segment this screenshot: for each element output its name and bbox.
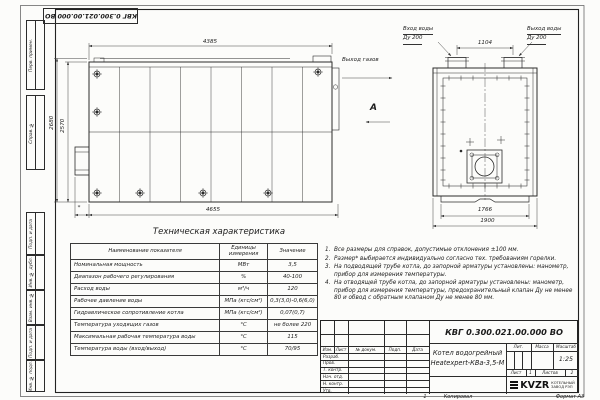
value-cell: 0,3(3,0)-0,6(6,0): [267, 296, 317, 308]
table-row: [71, 296, 318, 308]
logo-mark-icon: [510, 381, 518, 389]
margin-stamp-label: Подп. и дата: [27, 326, 36, 359]
margin-stamp-inv-podl: [26, 360, 45, 392]
doc-number-top-box: [43, 8, 138, 24]
note-item: [323, 256, 577, 264]
dim-width-inner: 1766: [477, 206, 493, 213]
dim-bottom-length: 4655: [205, 206, 221, 213]
note-text: На подводящей трубе котла, до запорной арматуры установлены: манометр, прибор для измерения температуры.: [334, 264, 569, 278]
tb-role-razrab: Разраб.: [323, 353, 340, 359]
title-block: [320, 320, 578, 393]
note-item: [323, 264, 577, 279]
value-cell: 120: [267, 284, 317, 296]
tb-role-utv: Утв.: [323, 387, 332, 393]
doc-number: КВГ 0.300.021.00.000 ВО: [445, 327, 563, 337]
tb-header-ndokum: № докум.: [355, 346, 377, 352]
param-cell: Гидравлическое сопротивление котла: [71, 308, 220, 320]
water-inlet-label: [403, 26, 433, 45]
tech-table-title: Техническая характеристика: [152, 227, 286, 237]
table-row: [71, 308, 318, 320]
dim-nozzle-spacing: 1104: [477, 40, 493, 46]
side-view: [75, 56, 339, 202]
units-cell: %: [220, 272, 268, 284]
product-name-line2: Heatexpert-КВа-3,5-М: [430, 359, 505, 367]
note-number: 2.: [325, 255, 331, 262]
tb-header-list: Лист: [335, 346, 347, 352]
margin-stamp-label: Инв. № дубл.: [27, 256, 36, 289]
value-cell: 3,5: [267, 260, 317, 272]
sheets-value: 2: [570, 369, 574, 375]
param-cell: Диапазон рабочего регулирования: [71, 272, 220, 284]
units-cell: °С: [220, 344, 268, 356]
col-value: Значение: [267, 244, 317, 260]
note-item: [323, 280, 577, 303]
note-number: 4.: [325, 280, 331, 287]
tb-header-izm: Изм.: [322, 346, 333, 352]
param-cell: Расход воды: [71, 284, 220, 296]
param-cell: Максимальная рабочая температура воды: [71, 332, 220, 344]
view-a-label: А: [370, 103, 377, 113]
table-row: [71, 344, 318, 356]
sheet-value: 1: [529, 369, 532, 375]
end-view: [433, 58, 537, 203]
sheet-label: Лист: [510, 369, 522, 375]
value-cell: 40-100: [267, 272, 317, 284]
tb-role-prov: Пров.: [323, 360, 336, 366]
margin-stamp-podp-data-1: [26, 212, 45, 255]
margin-stamp-label: Перв. примен.: [27, 21, 36, 89]
note-item: [323, 247, 577, 255]
value-cell: не более 220: [267, 320, 317, 332]
value-cell: 70/95: [267, 344, 317, 356]
side-view-dimensions: [54, 43, 392, 218]
units-cell: МПа (кгс/см²): [220, 308, 268, 320]
water-outlet-label: [527, 26, 561, 45]
tb-role-nachotd: Нач. отд.: [323, 373, 344, 379]
water-inlet-line2: Ду 200: [403, 35, 422, 44]
tb-role-nkontr: Н. контр.: [323, 380, 344, 386]
margin-stamp-podp-data-2: [26, 325, 45, 360]
units-cell: °С: [220, 320, 268, 332]
table-row: [71, 320, 318, 332]
param-cell: Температура уходящих газов: [71, 320, 220, 332]
value-cell: 115: [267, 332, 317, 344]
dim-star: *: [77, 205, 81, 211]
units-cell: м³/ч: [220, 284, 268, 296]
dim-width-outer: 1900: [480, 217, 495, 224]
note-text: Все размеры для справок, допустимые отклонения ±100 мм.: [334, 247, 519, 253]
param-cell: Температура воды (вход/выход): [71, 344, 220, 356]
doc-number-top: КВГ 0.300.021.00.000 ВО: [44, 12, 137, 20]
mass-label: Масса: [535, 344, 549, 349]
notes-list: [323, 247, 577, 304]
gas-outlet-label: Выход газов: [342, 57, 379, 63]
water-outlet-line1: Выход воды: [527, 26, 561, 35]
water-outlet-line2: Ду 200: [527, 35, 546, 44]
lit-label: Лит.: [513, 344, 524, 349]
scale-value: 1:25: [558, 356, 574, 363]
water-inlet-line1: Вход воды: [403, 26, 433, 35]
table-row: [71, 284, 318, 296]
margin-stamp-label: Справ. №: [27, 96, 36, 169]
table-row: [71, 332, 318, 344]
units-cell: °С: [220, 332, 268, 344]
sheets-label: Листов: [542, 369, 558, 375]
logo-subtitle: [551, 381, 575, 389]
dim-height-outer: 2680: [49, 115, 56, 130]
logo-subtitle-line1: КОТЕЛЬНЫЙ: [551, 380, 575, 385]
col-parameter: Наименование показателя: [71, 244, 220, 260]
format-label: Формат А3: [555, 394, 585, 400]
tb-header-data: Дата: [412, 346, 423, 352]
logo-subtitle-line2: ЗАВОД РЭП: [551, 385, 573, 389]
margin-stamp-label: Подп. и дата: [27, 213, 36, 254]
tb-header-podp: Подп.: [388, 346, 402, 352]
param-cell: Рабочее давление воды: [71, 296, 220, 308]
table-row: [71, 272, 318, 284]
logo-text: KVZR: [520, 379, 550, 391]
note-text: На отводящей трубе котла, до запорной арматуры установлены: манометр, прибор для измерения температуры, предохранительный клапан Ду не менее 80 и обвод с обратным клапаном Ду не менее 80 мм.: [334, 280, 573, 302]
note-number: 3.: [325, 264, 331, 271]
tech-table: [70, 243, 318, 356]
margin-stamp-vzam-inv: [26, 290, 45, 325]
margin-stamp-inv-dubl: [26, 255, 45, 290]
footer-mark: 1: [423, 394, 427, 400]
scale-label: Масштаб: [556, 344, 576, 349]
copied-label: Копировал: [443, 394, 473, 400]
col-units: Единицы измерения: [220, 244, 268, 260]
value-cell: 0,07(0,7): [267, 308, 317, 320]
units-cell: МВт: [220, 260, 268, 272]
margin-stamp-label: Взам. инв. №: [27, 291, 36, 324]
note-text: Размер* выбирается индивидуально согласно тех. требованиям горелки.: [334, 255, 557, 262]
tb-role-tkontr: Т. контр.: [323, 367, 343, 373]
margin-stamp-label: Инв. № подл.: [27, 361, 36, 391]
param-cell: Номинальная мощность: [71, 260, 220, 272]
table-row: [71, 260, 318, 272]
product-name-line1: Котел водогрейный: [432, 349, 503, 357]
tech-table-header-row: [71, 244, 318, 260]
dim-top-length: 4385: [202, 38, 218, 45]
margin-stamp-perv-primen: [26, 20, 45, 90]
note-number: 1.: [325, 247, 331, 253]
company-logo: [507, 377, 578, 393]
dim-height-inner: 2570: [60, 118, 67, 133]
margin-stamp-sprav-no: [26, 95, 45, 170]
units-cell: МПа (кгс/см²): [220, 296, 268, 308]
